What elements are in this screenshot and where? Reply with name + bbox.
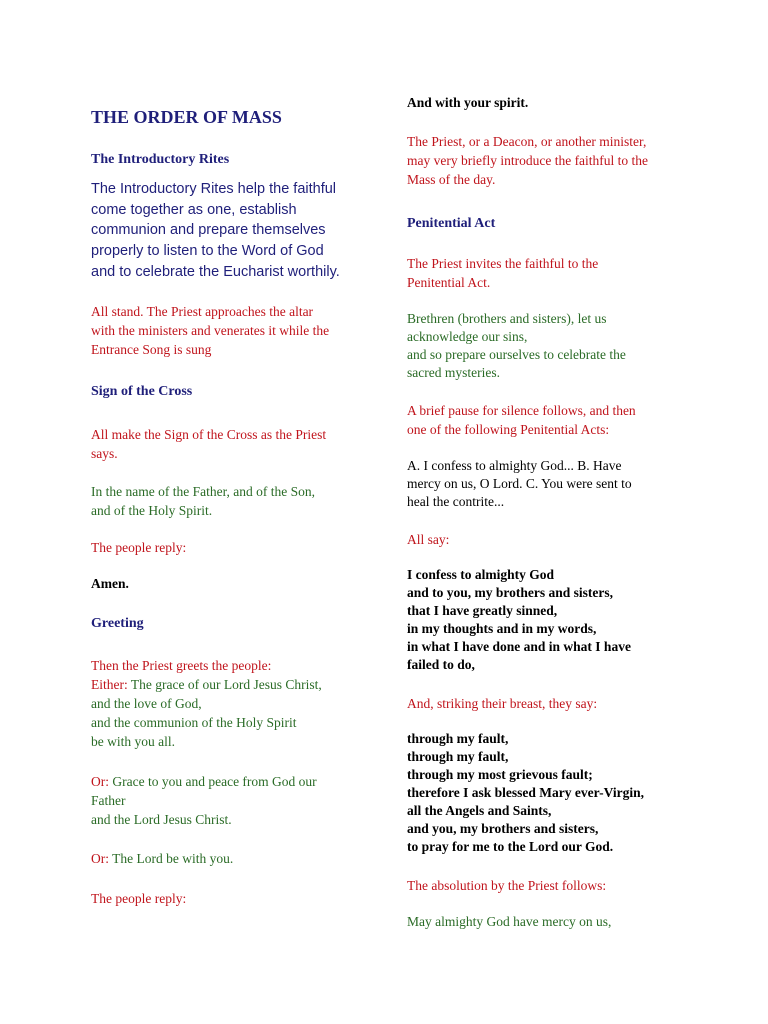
sign-of-cross-rubric: All make the Sign of the Cross as the Priest says. — [91, 427, 327, 461]
brethren-text: Brethren (brothers and sisters), let us acknowledge our sins, and so prepare ourselves to celebrate the sacred mysteries. — [407, 311, 626, 380]
may-almighty-text: May almighty God have mercy on us, — [407, 914, 612, 929]
people-reply-rubric: The people reply: — [91, 891, 187, 906]
all-stand-rubric: All stand. The Priest approaches the altar with the ministers and venerates it while the Entrance Song is sung — [91, 304, 330, 357]
absolution-rubric: The absolution by the Priest follows: — [407, 878, 607, 893]
or-label: Or: — [91, 774, 109, 789]
priest-greets-rubric: Then the Priest greets the people: — [91, 658, 272, 673]
or-greeting-1 — [91, 772, 317, 829]
in-the-name-text: In the name of the Father, and of the Son, and of the Holy Spirit. — [91, 484, 316, 518]
penitential-act-heading: Penitential Act — [407, 216, 496, 231]
through-my-fault-text: through my fault, through my fault, through my most grievous fault; therefore I ask blessed Mary ever-Virgin, all the Angels and Saints, and you, my brothers and sisters, to pray for me to the Lord our God. — [407, 731, 644, 854]
either-label: Either: — [91, 677, 128, 692]
or-text: Grace to you and peace from God our Father and the Lord Jesus Christ. — [91, 774, 317, 827]
penitential-options: A. I confess to almighty God... B. Have mercy on us, O Lord. C. You were sent to heal the contrite... — [407, 458, 632, 509]
striking-breast-rubric: And, striking their breast, they say: — [407, 696, 598, 711]
sign-of-cross-heading: Sign of the Cross — [91, 384, 193, 399]
or-greeting-2 — [91, 849, 233, 868]
page-title: THE ORDER OF MASS — [91, 107, 282, 127]
priest-or-deacon-rubric: The Priest, or a Deacon, or another minister, may very briefly introduce the faithful to the Mass of the day. — [407, 134, 649, 187]
all-say-rubric: All say: — [407, 532, 450, 547]
either-greeting — [91, 675, 322, 751]
or-label: Or: — [91, 851, 109, 866]
and-with-your-spirit-response: And with your spirit. — [407, 95, 529, 110]
introductory-rites-heading: The Introductory Rites — [91, 152, 230, 167]
intro-paragraph: The Introductory Rites help the faithful come together as one, establish communion and prepare themselves properly to listen to the Word of God and to celebrate the Eucharist worthily. — [91, 181, 340, 280]
amen-response: Amen. — [91, 576, 129, 591]
people-reply-rubric: The people reply: — [91, 540, 187, 555]
or-text: The Lord be with you. — [109, 851, 234, 866]
either-text: The grace of our Lord Jesus Christ, and the love of God, and the communion of the Holy Spirit be with you all. — [91, 677, 322, 749]
greeting-heading: Greeting — [91, 616, 144, 631]
confiteor-text: I confess to almighty God and to you, my brothers and sisters, that I have greatly sinned, in my thoughts and in my words, in what I have done and in what I have failed to do, — [407, 567, 631, 672]
brief-pause-rubric: A brief pause for silence follows, and then one of the following Penitential Acts: — [407, 403, 636, 437]
priest-invites-rubric: The Priest invites the faithful to the Penitential Act. — [407, 256, 599, 290]
